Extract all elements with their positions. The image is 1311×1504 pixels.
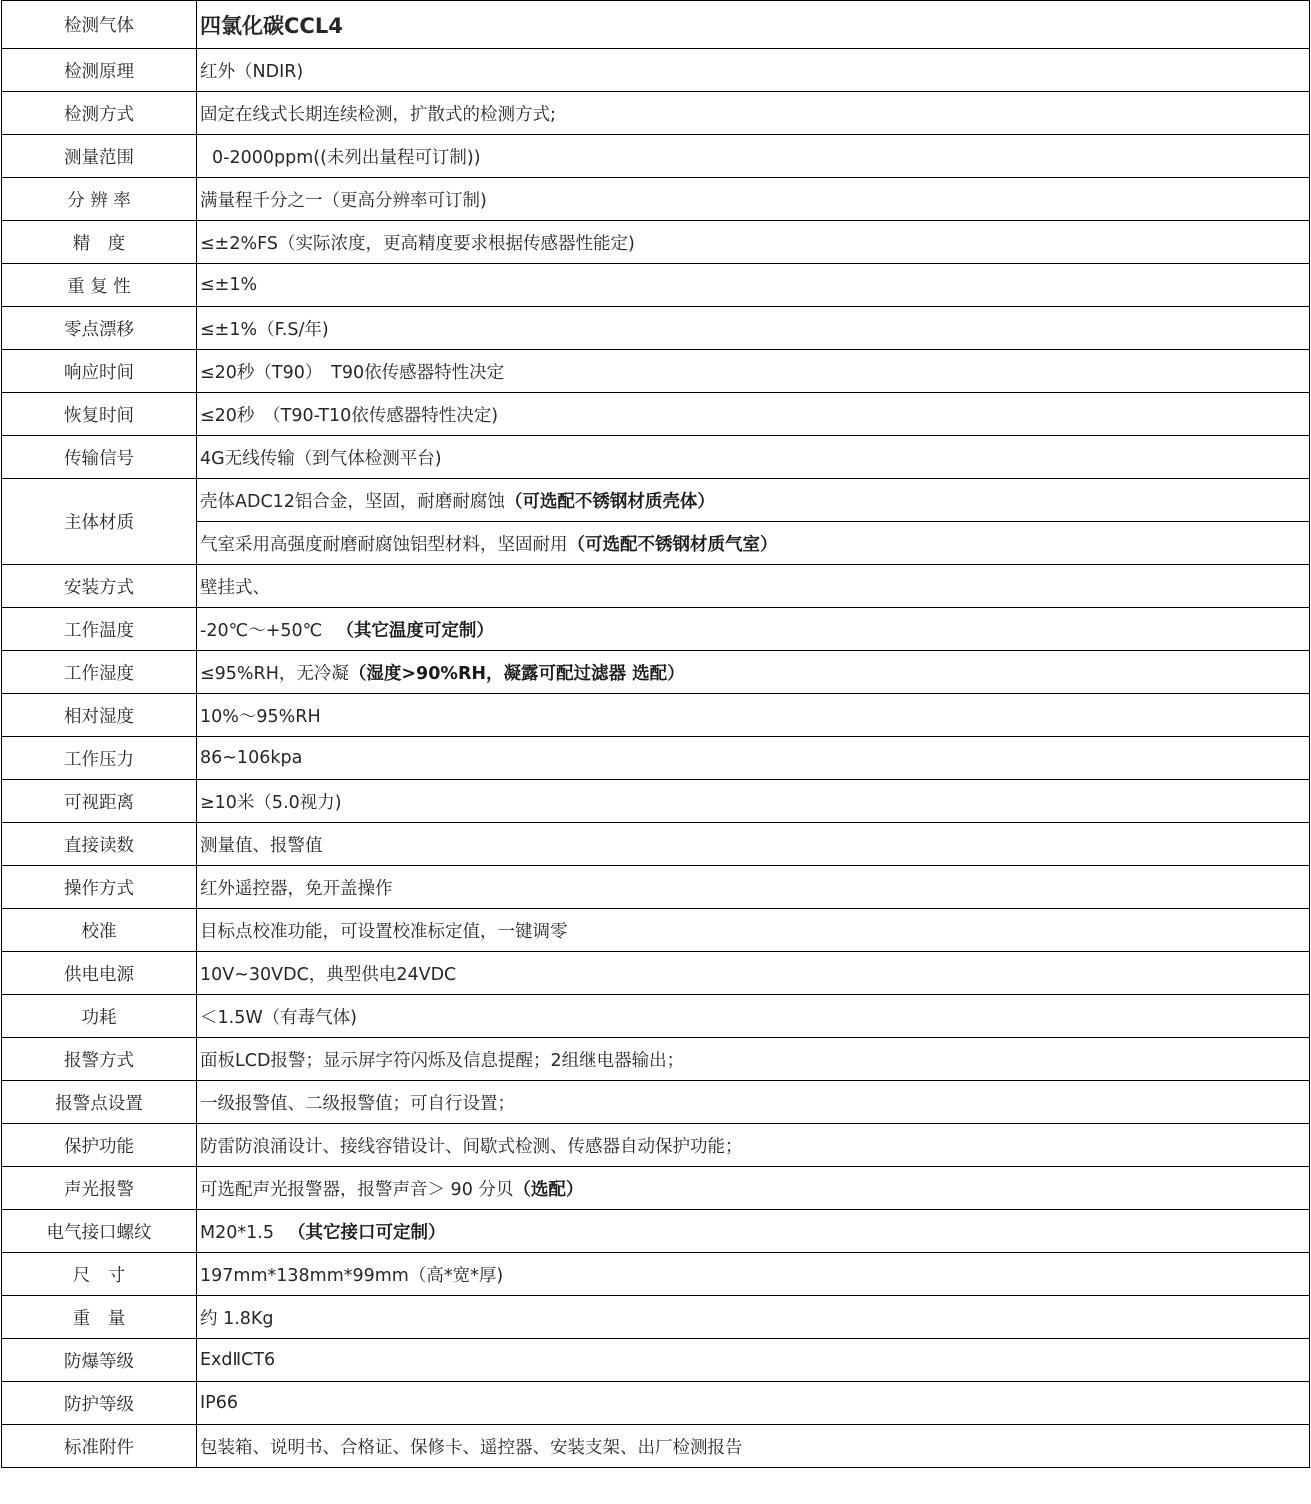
table-row bbox=[2, 866, 1310, 909]
table-row bbox=[2, 393, 1310, 436]
table-row bbox=[2, 995, 1310, 1038]
table-row bbox=[2, 1339, 1310, 1382]
row-label: 保护功能 bbox=[2, 1124, 197, 1167]
row-value: ≥10米（5.0视力) bbox=[197, 780, 1310, 823]
table-row bbox=[2, 350, 1310, 393]
row-label: 操作方式 bbox=[2, 866, 197, 909]
table-row bbox=[2, 780, 1310, 823]
row-label: 校准 bbox=[2, 909, 197, 952]
row-label: 恢复时间 bbox=[2, 393, 197, 436]
row-value: ExdⅡCT6 bbox=[197, 1339, 1310, 1382]
row-label: 电气接口螺纹 bbox=[2, 1210, 197, 1253]
row-value: IP66 bbox=[197, 1382, 1310, 1425]
table-row bbox=[2, 1167, 1310, 1210]
row-value bbox=[197, 479, 1310, 522]
table-row bbox=[2, 823, 1310, 866]
row-value bbox=[197, 651, 1310, 694]
row-value-text: 0-2000ppm((未列出量程可订制)) bbox=[212, 147, 481, 168]
table-row bbox=[2, 436, 1310, 479]
table-row bbox=[2, 1296, 1310, 1339]
row-label: 标准附件 bbox=[2, 1425, 197, 1468]
row-label: 报警方式 bbox=[2, 1038, 197, 1081]
table-row bbox=[2, 909, 1310, 952]
row-label: 检测方式 bbox=[2, 92, 197, 135]
row-value-note: （可选配不锈钢材质气室） bbox=[567, 534, 778, 555]
row-label: 测量范围 bbox=[2, 135, 197, 178]
table-row bbox=[2, 694, 1310, 737]
row-value bbox=[197, 135, 1310, 178]
row-label: 精 度 bbox=[2, 221, 197, 264]
table-row bbox=[2, 1425, 1310, 1468]
row-value-note: （选配） bbox=[513, 1179, 584, 1200]
row-value-note: （其它接口可定制） bbox=[287, 1222, 446, 1243]
row-label: 传输信号 bbox=[2, 436, 197, 479]
row-value: 面板LCD报警；显示屏字符闪烁及信息提醒；2组继电器输出； bbox=[197, 1038, 1310, 1081]
row-value: 10%～95%RH bbox=[197, 694, 1310, 737]
row-value-note: （其它温度可定制） bbox=[336, 620, 494, 641]
row-label: 防护等级 bbox=[2, 1382, 197, 1425]
row-label: 尺 寸 bbox=[2, 1253, 197, 1296]
row-label: 零点漂移 bbox=[2, 307, 197, 350]
row-value: ＜1.5W（有毒气体) bbox=[197, 995, 1310, 1038]
row-value bbox=[197, 608, 1310, 651]
table-row bbox=[2, 178, 1310, 221]
table-row bbox=[2, 1038, 1310, 1081]
table-row bbox=[2, 1124, 1310, 1167]
row-label: 工作温度 bbox=[2, 608, 197, 651]
row-value: 固定在线式长期连续检测，扩散式的检测方式; bbox=[197, 92, 1310, 135]
table-row bbox=[2, 1, 1310, 49]
table-row bbox=[2, 737, 1310, 780]
row-label: 重 量 bbox=[2, 1296, 197, 1339]
row-label: 相对湿度 bbox=[2, 694, 197, 737]
table-row bbox=[2, 651, 1310, 694]
row-value-note: （可选配不锈钢材质壳体） bbox=[504, 491, 715, 512]
row-value: 满量程千分之一（更高分辨率可订制) bbox=[197, 178, 1310, 221]
row-value: ≤±1% bbox=[197, 264, 1310, 307]
row-label: 可视距离 bbox=[2, 780, 197, 823]
table-row bbox=[2, 307, 1310, 350]
table-row bbox=[2, 264, 1310, 307]
row-value bbox=[197, 1167, 1310, 1210]
table-row bbox=[2, 608, 1310, 651]
row-value: 测量值、报警值 bbox=[197, 823, 1310, 866]
row-label: 报警点设置 bbox=[2, 1081, 197, 1124]
table-row bbox=[2, 565, 1310, 608]
row-label: 声光报警 bbox=[2, 1167, 197, 1210]
table-row bbox=[2, 49, 1310, 92]
table-row bbox=[2, 1210, 1310, 1253]
row-label: 安装方式 bbox=[2, 565, 197, 608]
table-row bbox=[2, 1382, 1310, 1425]
row-value: 4G无线传输（到气体检测平台) bbox=[197, 436, 1310, 479]
row-value: 红外（NDIR) bbox=[197, 49, 1310, 92]
row-value-text: M20*1.5 bbox=[200, 1222, 274, 1243]
table-row bbox=[2, 135, 1310, 178]
row-label: 响应时间 bbox=[2, 350, 197, 393]
row-value: 包装箱、说明书、合格证、保修卡、遥控器、安装支架、出厂检测报告 bbox=[197, 1425, 1310, 1468]
row-value: 壁挂式、 bbox=[197, 565, 1310, 608]
row-value-text: -20℃～+50℃ bbox=[200, 620, 323, 641]
row-label: 检测气体 bbox=[2, 1, 197, 49]
row-value: ≤20秒 （T90-T10依传感器特性决定) bbox=[197, 393, 1310, 436]
row-value: ≤±1%（F.S/年) bbox=[197, 307, 1310, 350]
row-label: 工作压力 bbox=[2, 737, 197, 780]
table-row bbox=[2, 522, 1310, 565]
row-value bbox=[197, 1210, 1310, 1253]
row-value-note: （湿度>90%RH，凝露可配过滤器 选配） bbox=[348, 663, 685, 684]
row-value bbox=[197, 522, 1310, 565]
row-label: 主体材质 bbox=[2, 479, 197, 565]
row-value: 86~106kpa bbox=[197, 737, 1310, 780]
row-value: ≤20秒（T90） T90依传感器特性决定 bbox=[197, 350, 1310, 393]
row-label: 检测原理 bbox=[2, 49, 197, 92]
table-row bbox=[2, 221, 1310, 264]
row-label: 供电电源 bbox=[2, 952, 197, 995]
table-row bbox=[2, 479, 1310, 522]
gas-name: 四氯化碳CCL4 bbox=[197, 1, 1310, 49]
row-value-text: 可选配声光报警器，报警声音＞ 90 分贝 bbox=[200, 1179, 514, 1200]
row-value-text: 壳体ADC12铝合金，坚固，耐磨耐腐蚀 bbox=[200, 491, 505, 512]
row-label: 直接读数 bbox=[2, 823, 197, 866]
row-label: 功耗 bbox=[2, 995, 197, 1038]
table-row bbox=[2, 952, 1310, 995]
row-value: ≤±2%FS（实际浓度，更高精度要求根据传感器性能定) bbox=[197, 221, 1310, 264]
row-value-text: 气室采用高强度耐磨耐腐蚀铝型材料，坚固耐用 bbox=[200, 534, 568, 555]
row-value: 197mm*138mm*99mm（高*宽*厚) bbox=[197, 1253, 1310, 1296]
table-row bbox=[2, 92, 1310, 135]
spec-table bbox=[1, 0, 1310, 1468]
row-value: 防雷防浪涌设计、接线容错设计、间歇式检测、传感器自动保护功能； bbox=[197, 1124, 1310, 1167]
row-value: 红外遥控器，免开盖操作 bbox=[197, 866, 1310, 909]
table-row bbox=[2, 1253, 1310, 1296]
row-value: 10V~30VDC，典型供电24VDC bbox=[197, 952, 1310, 995]
row-value: 目标点校准功能，可设置校准标定值，一键调零 bbox=[197, 909, 1310, 952]
row-label: 防爆等级 bbox=[2, 1339, 197, 1382]
row-value: 约 1.8Kg bbox=[197, 1296, 1310, 1339]
row-value: 一级报警值、二级报警值；可自行设置； bbox=[197, 1081, 1310, 1124]
row-label: 分 辨 率 bbox=[2, 178, 197, 221]
row-label: 工作湿度 bbox=[2, 651, 197, 694]
table-row bbox=[2, 1081, 1310, 1124]
row-label: 重 复 性 bbox=[2, 264, 197, 307]
row-value-text: ≤95%RH，无冷凝 bbox=[200, 663, 349, 684]
